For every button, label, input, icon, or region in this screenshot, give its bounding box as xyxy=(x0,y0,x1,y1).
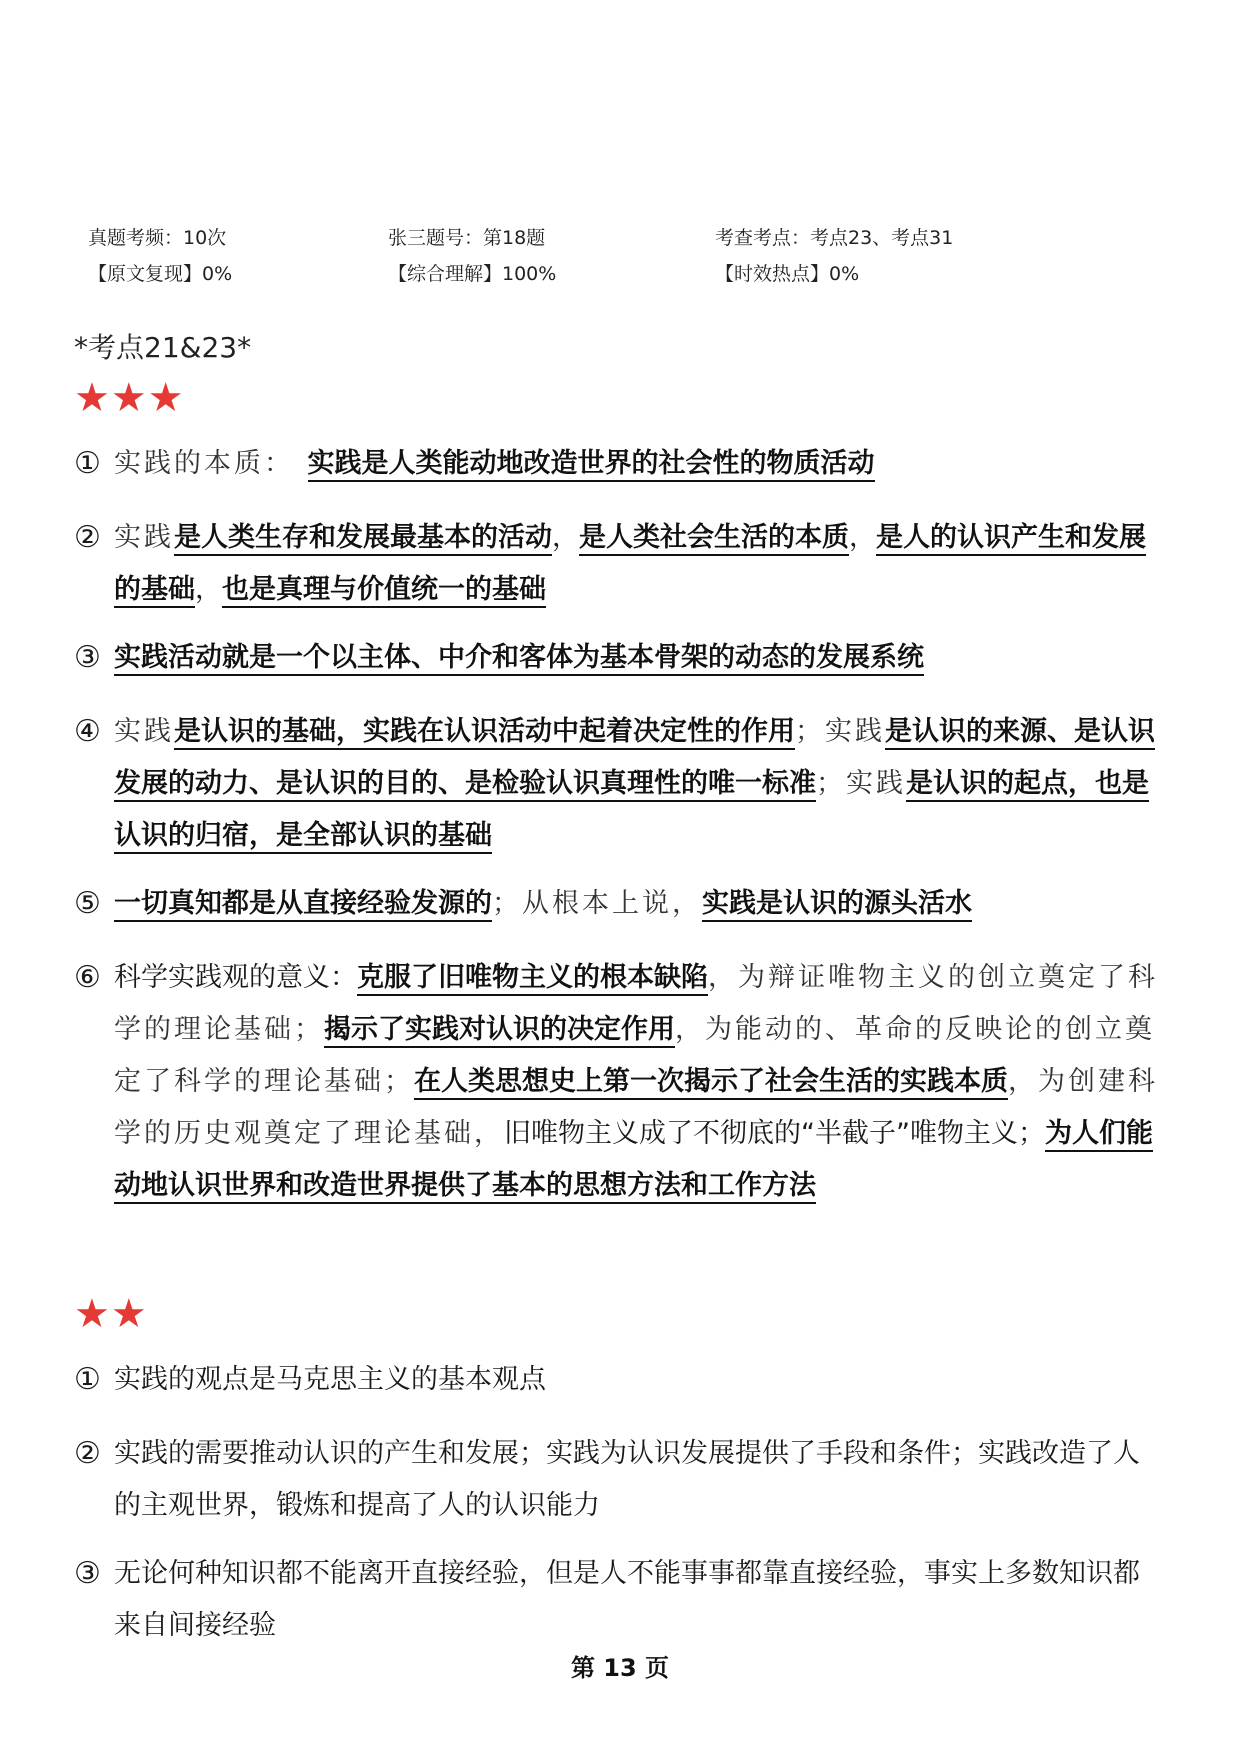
key-phrase: 实践活动就是一个以主体、中介和客体为基本骨架的动态的发展系统 xyxy=(114,642,924,676)
list-item xyxy=(74,706,1166,862)
item-text: 无论何种知识都不能离开直接经验，但是人不能事事都靠直接经验，事实上多数知识都来自间接经验 xyxy=(114,1558,1140,1641)
page-number: 第 13 页 xyxy=(570,1654,670,1682)
key-phrase: 一切真知都是从直接经验发源的 xyxy=(114,888,492,922)
key-phrase: 揭示了实践对认识的决定作用 xyxy=(324,1014,675,1048)
list-item xyxy=(74,952,1166,1212)
item-number: ① xyxy=(74,1362,101,1397)
item-number: ③ xyxy=(74,1556,101,1591)
item-text: 实践的需要推动认识的产生和发展；实践为认识发展提供了手段和条件；实践改造了人的主观世界，锻炼和提高了人的认识能力 xyxy=(114,1438,1140,1521)
item-number: ② xyxy=(74,520,101,555)
item-number: ④ xyxy=(74,714,101,749)
item-text: 实践的观点是马克思主义的基本观点 xyxy=(114,1364,546,1395)
key-phrase: 为人们能动地认识世界和改造世界提供了基本的思想方法和工作方法 xyxy=(114,1118,1153,1204)
list-item xyxy=(74,438,1166,490)
meta-hot-topic-ratio: 【时效热点】0% xyxy=(715,262,860,285)
meta-original-text-ratio: 【原文复现】0% xyxy=(88,262,233,285)
item-number: ② xyxy=(74,1436,101,1471)
item-text xyxy=(114,632,1166,684)
meta-exam-frequency: 真题考频：10次 xyxy=(88,226,227,249)
item-text: 一切真知都是从直接经验发源的；从根本上说，实践是认识的源头活水 xyxy=(114,878,1166,930)
meta-knowledge-points: 考查考点：考点23、考点31 xyxy=(715,226,954,249)
list-item xyxy=(74,1354,1166,1406)
meta-question-number: 张三题号：第18题 xyxy=(388,226,546,249)
key-phrase: 是人类生存和发展最基本的活动 xyxy=(174,522,552,556)
three-star-rating: ★★★ xyxy=(74,375,185,421)
item-number: ① xyxy=(74,446,101,481)
key-phrase: 是人的认识产生和发展的基础 xyxy=(114,522,1146,608)
item-text: 科学实践观的意义：克服了旧唯物主义的根本缺陷，为辩证唯物主义的创立奠定了科学的理论基础；揭示了实践对认识的决定作用，为能动的、革命的反映论的创立奠定了科学的理论基础；在人类思想史上第一次揭示了社会生活的实践本质，为创建科学的历史观奠定了理论基础，旧唯物主义成了不彻底的“半截子”唯物主义；为人们能动地认识世界和改造世界提供了基本的思想方法和工作方法 xyxy=(114,952,1166,1212)
item-number: ③ xyxy=(74,640,101,675)
list-item xyxy=(74,878,1166,930)
key-phrase: 在人类思想史上第一次揭示了社会生活的实践本质 xyxy=(414,1066,1008,1100)
list-item xyxy=(74,1428,1166,1532)
key-phrase: 是人类社会生活的本质 xyxy=(579,522,849,556)
item-number: ⑥ xyxy=(74,960,101,995)
item-number: ⑤ xyxy=(74,886,101,921)
key-phrase: 克服了旧唯物主义的根本缺陷 xyxy=(357,962,708,996)
list-item xyxy=(74,632,1166,684)
meta-row-frequency xyxy=(88,218,1168,254)
key-phrase: 实践是认识的源头活水 xyxy=(702,888,972,922)
key-phrase: 是认识的起点，也是认识的归宿，是全部认识的基础 xyxy=(114,768,1149,854)
key-phrase: 也是真理与价值统一的基础 xyxy=(222,574,546,608)
item-text: 实践的本质： 实践是人类能动地改造世界的社会性的物质活动 xyxy=(114,438,1166,490)
key-phrase: 实践是人类能动地改造世界的社会性的物质活动 xyxy=(308,448,875,482)
question-meta xyxy=(88,218,1168,290)
knowledge-point-tag: *考点21&23* xyxy=(74,331,252,364)
meta-row-ratios xyxy=(88,254,1168,290)
list-item xyxy=(74,512,1166,616)
key-phrase: 是认识的基础，实践在认识活动中起着决定性的作用 xyxy=(174,716,795,750)
two-star-rating: ★★ xyxy=(74,1291,148,1337)
item-text: 实践是人类生存和发展最基本的活动，是人类社会生活的本质，是人的认识产生和发展的基础，也是真理与价值统一的基础 xyxy=(114,512,1166,616)
key-phrase: 是认识的来源、是认识发展的动力、是认识的目的、是检验认识真理性的唯一标准 xyxy=(114,716,1155,802)
item-text: 实践是认识的基础，实践在认识活动中起着决定性的作用；实践是认识的来源、是认识发展的动力、是认识的目的、是检验认识真理性的唯一标准；实践是认识的起点，也是认识的归宿，是全部认识的基础 xyxy=(114,706,1166,862)
meta-comprehension-ratio: 【综合理解】100% xyxy=(388,262,557,285)
list-item xyxy=(74,1548,1166,1652)
